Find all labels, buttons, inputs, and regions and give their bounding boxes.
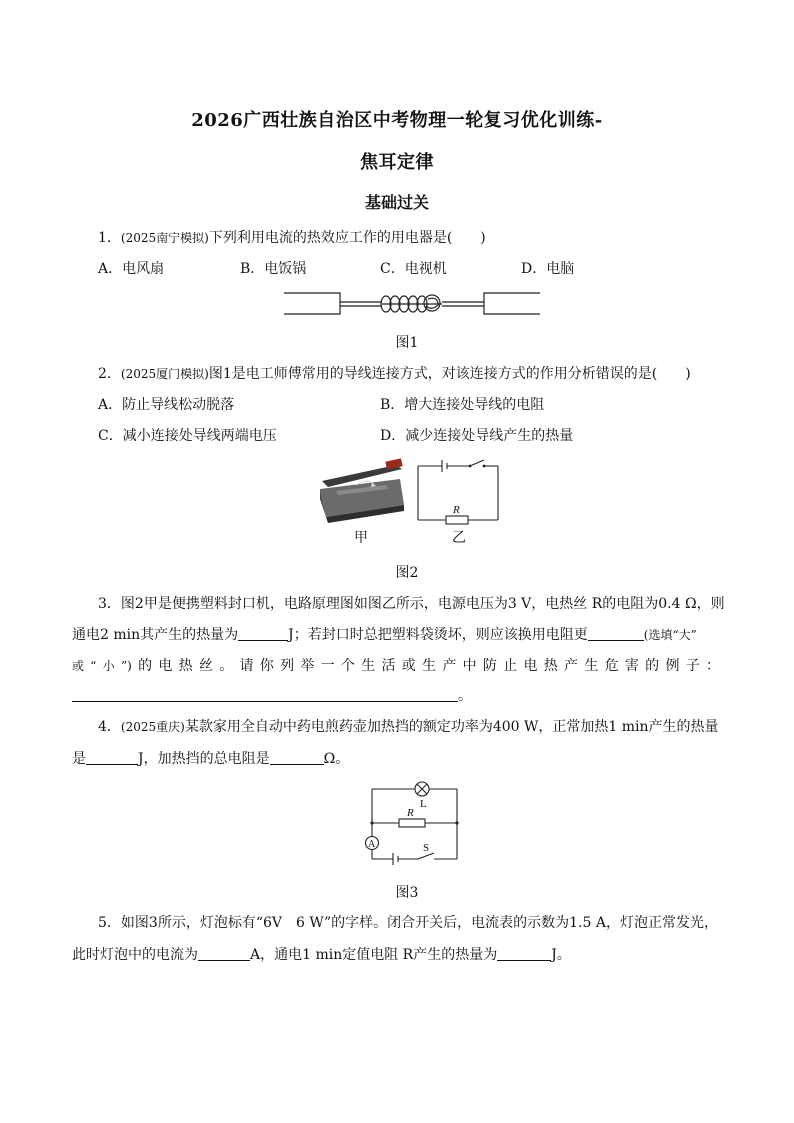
question-1	[98, 228, 486, 248]
answer-blank[interactable]	[238, 626, 288, 641]
figure-3-lamp-label: L	[420, 798, 427, 810]
answer-blank[interactable]	[497, 946, 551, 961]
figure-1-caption: 图1	[395, 335, 419, 351]
option-c: C．电视机	[380, 261, 447, 277]
question-source: (2025厦门模拟)	[120, 367, 209, 381]
question-3-line-1: 3．图2甲是便携塑料封口机，电路原理图如图乙所示，电源电压为3 V，电热丝 R的电阻为0.4 Ω，则	[98, 596, 725, 612]
question-2	[98, 364, 691, 384]
figure-3-resistor-label: R	[407, 807, 414, 819]
question-5-line-1: 5．如图3所示，灯泡标有“6V 6 W”的字样。闭合开关后，电流表的示数为1.5 A，灯泡正常发光，	[98, 915, 718, 931]
option-c: C．减小连接处导线两端电压	[98, 428, 277, 444]
figure-2-resistor-label: R	[453, 504, 460, 516]
question-source: (2025南宁模拟)	[120, 231, 209, 245]
figure-2-sealer-photo	[316, 455, 408, 527]
question-stem: 下列利用电流的热效应工作的用电器是( )	[208, 230, 486, 246]
option-a: A．电风扇	[98, 261, 165, 277]
answer-blank[interactable]	[588, 626, 644, 641]
section-heading: 基础过关	[364, 193, 429, 212]
figure-3-ammeter-label: A	[368, 839, 376, 850]
figure-2-label-jia: 甲	[354, 530, 368, 546]
question-3-line-2: 通电2 min其产生的热量为 J；若封口时总把塑料袋烫坏，则应该换用电阻更 (选填“大”	[72, 627, 697, 643]
question-number: 4．	[98, 719, 121, 735]
answer-blank[interactable]	[198, 946, 250, 961]
figure-3-circuit	[352, 777, 462, 865]
option-b: B．电饭锅	[240, 261, 307, 277]
figure-3-switch-label: S	[423, 842, 430, 854]
answer-blank[interactable]	[86, 750, 138, 765]
figure-3-caption: 图3	[395, 885, 419, 901]
question-3-line-4: 。	[72, 686, 472, 706]
question-3-line-3: 或“小”)的电热丝。请你列举一个生活或生产中防止电热产生危害的例子：	[72, 658, 721, 674]
question-4-line-1: 4．(2025重庆)某款家用全自动中药电煎药壶加热挡的额定功率为400 W，正常加热1 min产生的热量	[98, 719, 719, 735]
page-title: 2026广西壮族自治区中考物理一轮复习优化训练-	[191, 110, 603, 131]
figure-2-circuit	[412, 452, 504, 526]
question-5-line-2: 此时灯泡中的电流为 A，通电1 min定值电阻 R产生的热量为 J。	[72, 947, 571, 963]
question-source: (2025重庆)	[120, 720, 185, 734]
figure-2-label-yi: 乙	[452, 530, 466, 546]
figure-1-wire-joint	[282, 290, 542, 320]
option-b: B．增大连接处导线的电阻	[380, 397, 545, 413]
question-number: 1．	[98, 230, 121, 246]
figure-2-caption: 图2	[395, 565, 419, 581]
answer-blank[interactable]	[72, 687, 458, 702]
question-stem: 图1是电工师傅常用的导线连接方式，对该连接方式的作用分析错误的是( )	[208, 366, 691, 382]
option-a: A．防止导线松动脱落	[98, 397, 235, 413]
question-number: 2．	[98, 366, 121, 382]
page-subtitle: 焦耳定律	[360, 152, 434, 173]
option-d: D．电脑	[521, 261, 575, 277]
question-4-line-2: 是 J，加热挡的总电阻是 Ω。	[72, 751, 350, 767]
answer-blank[interactable]	[270, 750, 324, 765]
option-d: D．减少连接处导线产生的热量	[380, 428, 574, 444]
